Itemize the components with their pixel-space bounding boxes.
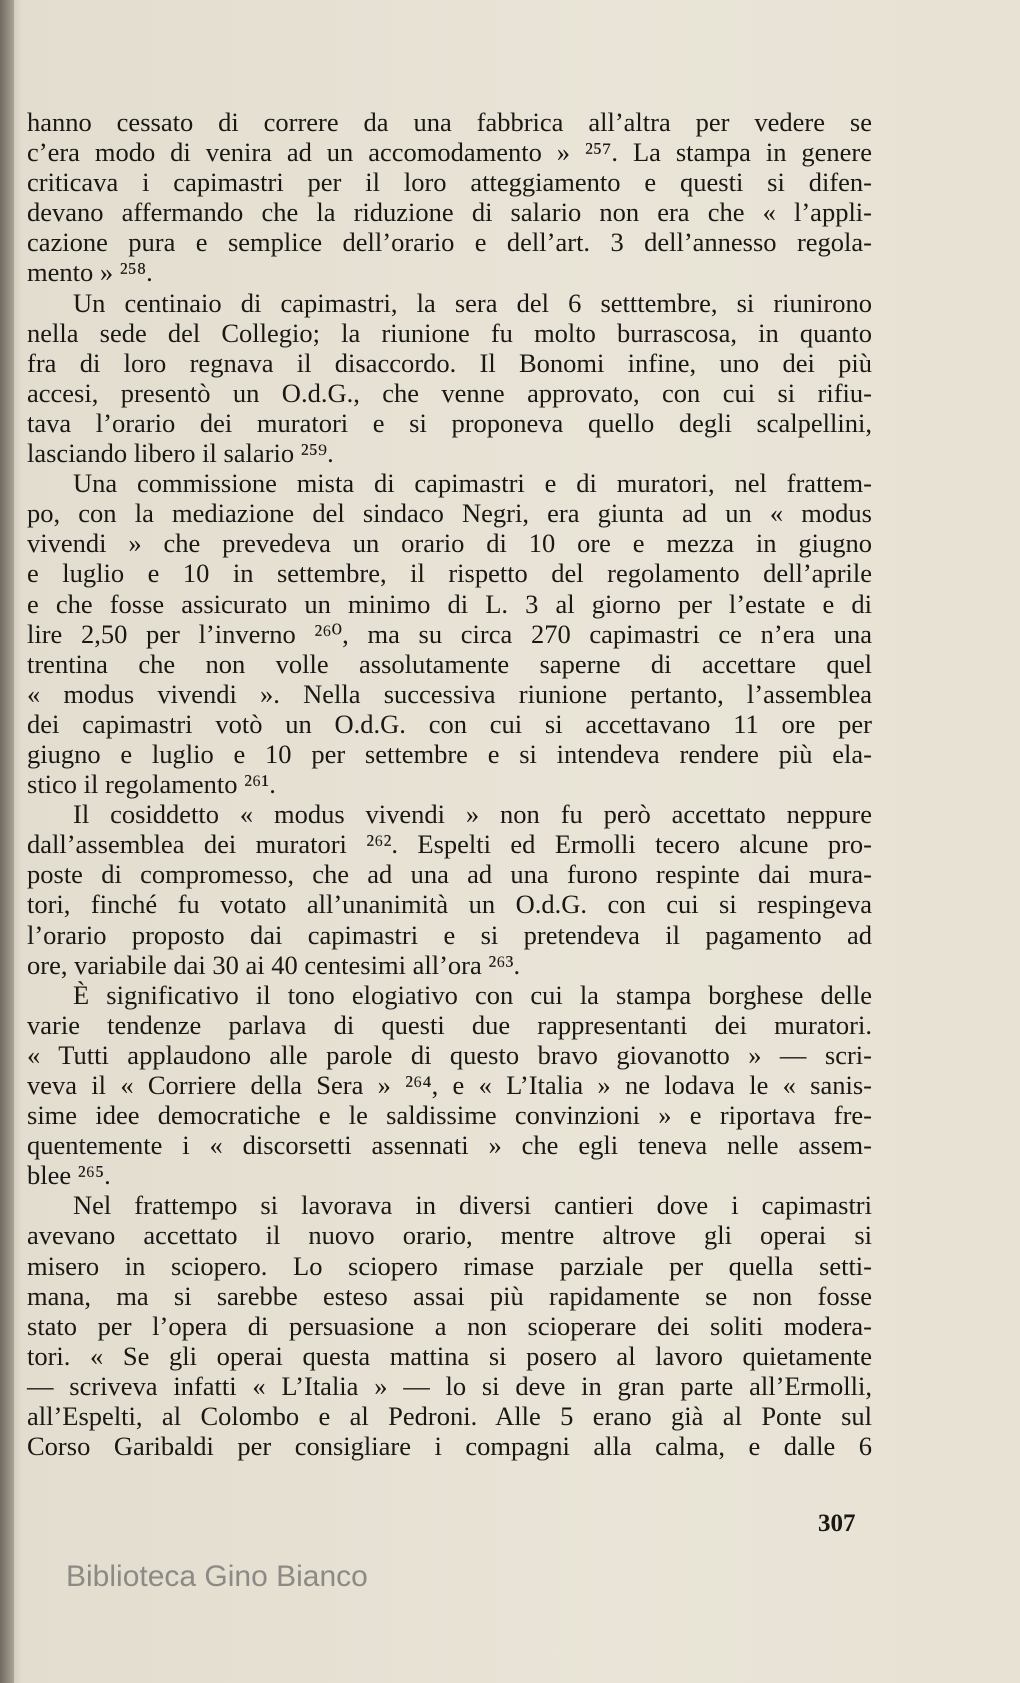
text-line: tava l’orario dei muratori e si proponeva quello degli scalpellini, [27,407,872,438]
text-line: « Tutti applaudono alle parole di questo bravo giovanotto » — scri- [27,1039,872,1070]
text-line: fra di loro regnava il disaccordo. Il Bonomi infine, uno dei più [27,347,872,378]
text-line: nella sede del Collegio; la riunione fu molto burrascosa, in quanto [27,317,872,348]
text-line: Nel frattempo si lavorava in diversi cantieri dove i capimastri [73,1190,872,1221]
text-line: misero in sciopero. Lo sciopero rimase parziale per quella setti- [27,1250,872,1281]
text-line: stato per l’opera di persuasione a non scioperare dei soliti modera- [27,1310,872,1341]
text-line: e luglio e 10 in settembre, il rispetto del regolamento dell’aprile [27,558,872,589]
text-line: vivendi » che prevedeva un orario di 10 ore e mezza in giugno [27,528,872,559]
text-line: mana, ma si sarebbe esteso assai più rapidamente se non fosse [27,1280,872,1311]
text-line: l’orario proposto dai capimastri e si pretendeva il pagamento ad [27,919,872,950]
text-line: trentina che non volle assolutamente saperne di accettare quel [27,648,872,679]
page-binding-shadow [0,0,14,1683]
text-line: Il cosiddetto « modus vivendi » non fu però accettato neppure [73,799,872,830]
text-line: ore, variabile dai 30 ai 40 centesimi all’ora ²⁶³. [27,949,521,980]
text-line: devano affermando che la riduzione di salario non era che « l’appli- [27,197,872,228]
text-line: « modus vivendi ». Nella successiva riunione pertanto, l’assemblea [27,678,872,709]
text-line: quentemente i « discorsetti assennati » che egli teneva nelle assem- [27,1130,872,1161]
text-line: e che fosse assicurato un minimo di L. 3 al giorno per l’estate e di [27,588,872,619]
text-line: lire 2,50 per l’inverno ²⁶⁰, ma su circa 270 capimastri ce n’era una [27,618,872,649]
text-line: c’era modo di venira ad un accomodamento » ²⁵⁷. La stampa in genere [27,137,872,168]
text-line: — scriveva infatti « L’Italia » — lo si deve in gran parte all’Ermolli, [27,1370,872,1401]
text-line: Corso Garibaldi per consigliare i compagni alla calma, e dalle 6 [27,1431,872,1462]
page-number: 307 [818,1510,856,1537]
text-line: dall’assemblea dei muratori ²⁶². Espelti ed Ermolli tecero alcune pro- [27,829,872,860]
text-line: mento » ²⁵⁸. [27,257,153,288]
body-text [27,107,872,1461]
text-line: È significativo il tono elogiativo con cui la stampa borghese delle [73,979,872,1010]
library-watermark: Biblioteca Gino Bianco [66,1560,368,1593]
text-line: poste di compromesso, che ad una ad una furono respinte dai mura- [27,859,872,890]
text-line: lasciando libero il salario ²⁵⁹. [27,438,334,469]
text-line: avevano accettato il nuovo orario, mentre altrove gli operai si [27,1220,872,1251]
text-line: Un centinaio di capimastri, la sera del 6 setttembre, si riunirono [73,287,872,318]
text-line: giugno e luglio e 10 per settembre e si intendeva rendere più ela- [27,738,872,769]
text-line: hanno cessato di correre da una fabbrica all’altra per vedere se [27,107,872,137]
text-line: po, con la mediazione del sindaco Negri, era giunta ad un « modus [27,498,872,529]
text-line: veva il « Corriere della Sera » ²⁶⁴, e « L’Italia » ne lodava le « sanis- [27,1070,872,1100]
text-line: cazione pura e semplice dell’orario e dell’art. 3 dell’annesso regola- [27,227,872,258]
text-line: all’Espelti, al Colombo e al Pedroni. Alle 5 erano già al Ponte sul [27,1401,872,1432]
text-line: tori. « Se gli operai questa mattina si posero al lavoro quietamente [27,1340,872,1371]
text-line: blee ²⁶⁵. [27,1160,111,1191]
text-line: accesi, presentò un O.d.G., che venne approvato, con cui si rifiu- [27,377,872,408]
text-line: criticava i capimastri per il loro atteggiamento e questi si difen- [27,167,872,198]
text-line: sime idee democratiche e le saldissime convinzioni » e riportava fre- [27,1100,872,1131]
text-line: varie tendenze parlava di questi due rappresentanti dei muratori. [27,1009,872,1040]
text-line: dei capimastri votò un O.d.G. con cui si accettavano 11 ore per [27,708,872,739]
text-line: stico il regolamento ²⁶¹. [27,769,276,800]
text-line: tori, finché fu votato all’unanimità un O.d.G. con cui si respingeva [27,889,872,920]
text-line: Una commissione mista di capimastri e di muratori, nel frattem- [73,468,872,499]
